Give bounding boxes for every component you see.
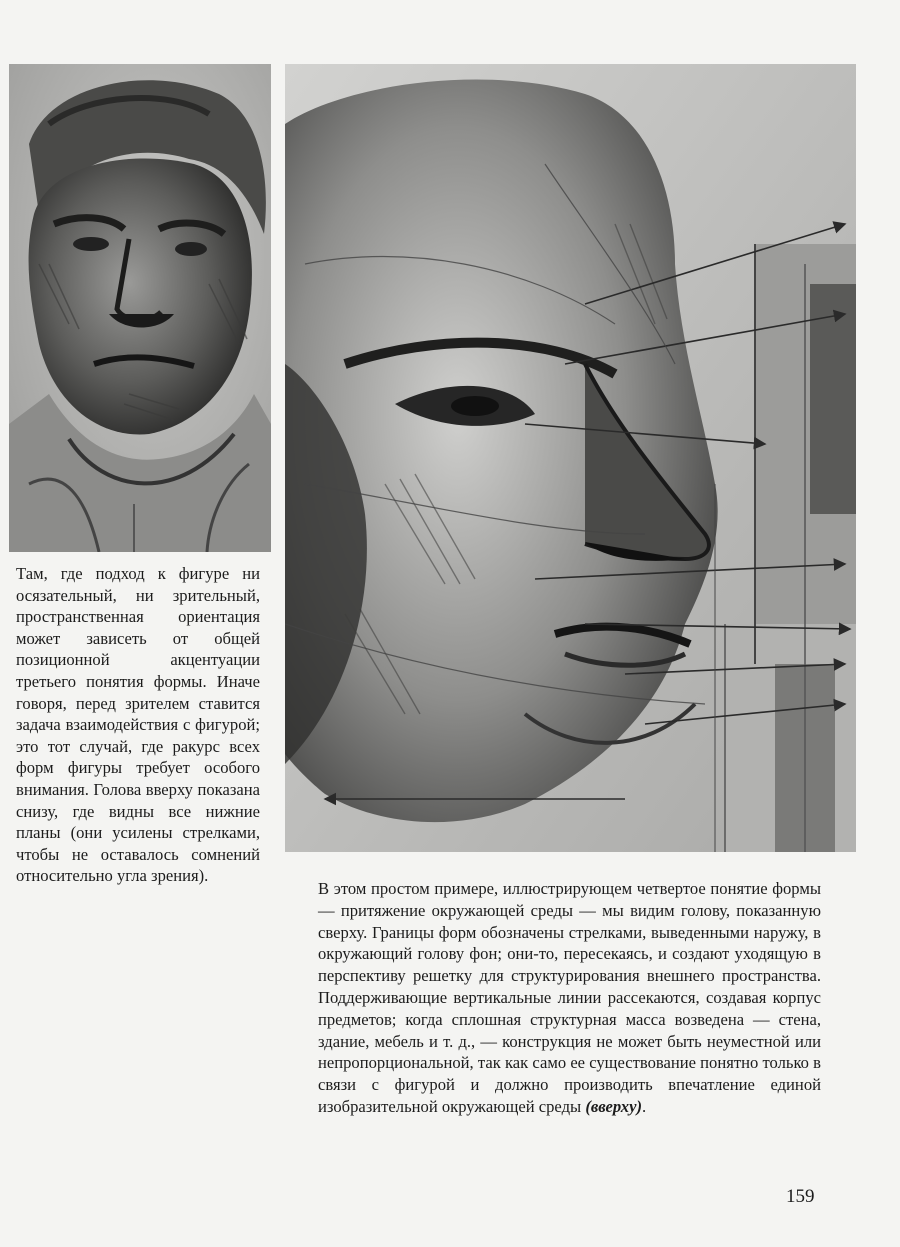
right-caption-text: В этом простом примере, иллюстрирующем четвертое понятие формы — притяжение окружающей среды — мы видим голову, показанную сверху. Границы форм обозначены стрелками, выведенными наружу, в окружающий голову фон; они-то, пересекаясь, и создают уходящую в перспективу решетку для структурирования внешнего пространства. Поддерживающие вертикальные линии рассекаются, создавая корпус предметов; когда сплошная структурная масса возведена — стена, здание, мебель и т. д., — конструкция не может быть неуместной или непропорциональной, так как само ее существование понятно только в связи с фигурой и должно производить впечатление единой изобразительной окружающей среды (318, 879, 821, 1116)
right-caption (318, 878, 821, 1118)
head-from-below-illustration (9, 64, 271, 552)
right-caption-end: . (642, 1096, 647, 1116)
right-drawing (285, 64, 856, 852)
head-from-above-illustration (285, 64, 856, 852)
left-caption: Там, где подход к фигуре ни осязательный, ни зрительный, пространственная ориентация может зависеть от общей позиционной акцентуации третьего понятия формы. Иначе говоря, перед зрителем ставится задача взаимодействия с фигурой; это тот случай, где ракурс всех форм фигуры требует особого внимания. Голова вверху показана снизу, где видны все нижние планы (они усилены стрелками, чтобы не оставалось сомнений относительно угла зрения). (16, 564, 260, 886)
left-drawing (9, 64, 271, 552)
right-caption-emphasis: (вверху) (585, 1096, 642, 1116)
page-number: 159 (786, 1186, 815, 1207)
